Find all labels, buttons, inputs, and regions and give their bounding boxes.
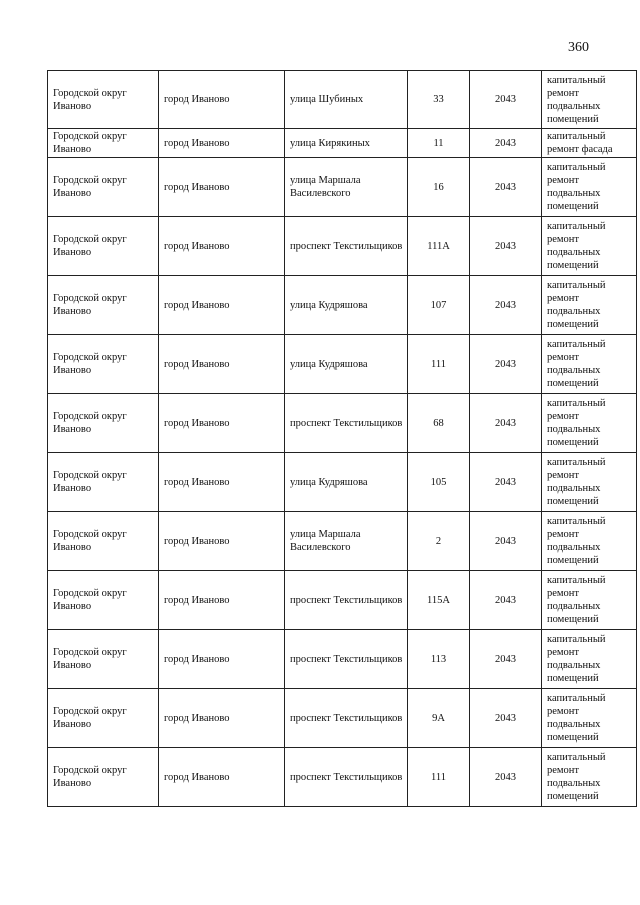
repair-year-cell: 2043 [470, 394, 542, 453]
work-type-cell: капитальный ремонт фасада [542, 129, 637, 158]
work-type-cell: капитальный ремонт подвальных помещений [542, 748, 637, 807]
municipal-district-cell: Городской округ Иваново [48, 453, 159, 512]
repair-year-cell: 2043 [470, 71, 542, 129]
work-type-cell: капитальный ремонт подвальных помещений [542, 158, 637, 217]
municipal-district-cell: Городской округ Иваново [48, 71, 159, 129]
settlement-cell: город Иваново [159, 512, 285, 571]
repair-year-cell: 2043 [470, 158, 542, 217]
street-cell: проспект Текстильщиков [285, 630, 408, 689]
table-row [48, 217, 637, 276]
street-cell: улица Кудряшова [285, 453, 408, 512]
repair-year-cell: 2043 [470, 129, 542, 158]
house-number-cell: 111 [408, 335, 470, 394]
work-type-cell: капитальный ремонт подвальных помещений [542, 217, 637, 276]
house-number-cell: 107 [408, 276, 470, 335]
table-body [48, 71, 637, 807]
work-type-cell: капитальный ремонт подвальных помещений [542, 689, 637, 748]
repair-year-cell: 2043 [470, 630, 542, 689]
house-number-cell: 111 [408, 748, 470, 807]
street-cell: проспект Текстильщиков [285, 217, 408, 276]
settlement-cell: город Иваново [159, 276, 285, 335]
house-number-cell: 2 [408, 512, 470, 571]
table-row [48, 453, 637, 512]
house-number-cell: 111А [408, 217, 470, 276]
house-number-cell: 115А [408, 571, 470, 630]
table-row [48, 276, 637, 335]
repair-year-cell: 2043 [470, 571, 542, 630]
settlement-cell: город Иваново [159, 158, 285, 217]
street-cell: улица Кирякиных [285, 129, 408, 158]
municipal-district-cell: Городской округ Иваново [48, 689, 159, 748]
table-row [48, 335, 637, 394]
repair-year-cell: 2043 [470, 453, 542, 512]
table-row [48, 394, 637, 453]
house-number-cell: 33 [408, 71, 470, 129]
street-cell: улица Шубиных [285, 71, 408, 129]
repair-year-cell: 2043 [470, 335, 542, 394]
repair-year-cell: 2043 [470, 512, 542, 571]
work-type-cell: капитальный ремонт подвальных помещений [542, 394, 637, 453]
street-cell: улица Кудряшова [285, 335, 408, 394]
work-type-cell: капитальный ремонт подвальных помещений [542, 630, 637, 689]
municipal-district-cell: Городской округ Иваново [48, 158, 159, 217]
settlement-cell: город Иваново [159, 571, 285, 630]
street-cell: улица Кудряшова [285, 276, 408, 335]
street-cell: проспект Текстильщиков [285, 689, 408, 748]
house-number-cell: 9А [408, 689, 470, 748]
street-cell: проспект Текстильщиков [285, 571, 408, 630]
street-cell: проспект Текстильщиков [285, 748, 408, 807]
municipal-district-cell: Городской округ Иваново [48, 335, 159, 394]
settlement-cell: город Иваново [159, 453, 285, 512]
house-number-cell: 16 [408, 158, 470, 217]
settlement-cell: город Иваново [159, 129, 285, 158]
work-type-cell: капитальный ремонт подвальных помещений [542, 276, 637, 335]
page-number: 360 [568, 40, 589, 55]
work-type-cell: капитальный ремонт подвальных помещений [542, 71, 637, 129]
repair-year-cell: 2043 [470, 748, 542, 807]
settlement-cell: город Иваново [159, 217, 285, 276]
work-type-cell: капитальный ремонт подвальных помещений [542, 512, 637, 571]
settlement-cell: город Иваново [159, 748, 285, 807]
house-number-cell: 113 [408, 630, 470, 689]
municipal-district-cell: Городской округ Иваново [48, 129, 159, 158]
table-row [48, 512, 637, 571]
street-cell: проспект Текстильщиков [285, 394, 408, 453]
table-row [48, 571, 637, 630]
house-number-cell: 11 [408, 129, 470, 158]
table-row [48, 748, 637, 807]
settlement-cell: город Иваново [159, 71, 285, 129]
settlement-cell: город Иваново [159, 689, 285, 748]
house-number-cell: 68 [408, 394, 470, 453]
municipal-district-cell: Городской округ Иваново [48, 748, 159, 807]
settlement-cell: город Иваново [159, 394, 285, 453]
municipal-district-cell: Городской округ Иваново [48, 630, 159, 689]
table-row [48, 158, 637, 217]
municipal-district-cell: Городской округ Иваново [48, 512, 159, 571]
table-row [48, 630, 637, 689]
municipal-district-cell: Городской округ Иваново [48, 217, 159, 276]
table-row [48, 129, 637, 158]
repair-year-cell: 2043 [470, 217, 542, 276]
municipal-district-cell: Городской округ Иваново [48, 276, 159, 335]
repair-year-cell: 2043 [470, 276, 542, 335]
settlement-cell: город Иваново [159, 335, 285, 394]
street-cell: улица Маршала Василевского [285, 158, 408, 217]
municipal-district-cell: Городской округ Иваново [48, 571, 159, 630]
table-row [48, 689, 637, 748]
work-type-cell: капитальный ремонт подвальных помещений [542, 571, 637, 630]
street-cell: улица Маршала Василевского [285, 512, 408, 571]
settlement-cell: город Иваново [159, 630, 285, 689]
repair-year-cell: 2043 [470, 689, 542, 748]
house-number-cell: 105 [408, 453, 470, 512]
work-type-cell: капитальный ремонт подвальных помещений [542, 335, 637, 394]
table-row [48, 71, 637, 129]
municipal-district-cell: Городской округ Иваново [48, 394, 159, 453]
repair-schedule-table [47, 70, 637, 807]
work-type-cell: капитальный ремонт подвальных помещений [542, 453, 637, 512]
